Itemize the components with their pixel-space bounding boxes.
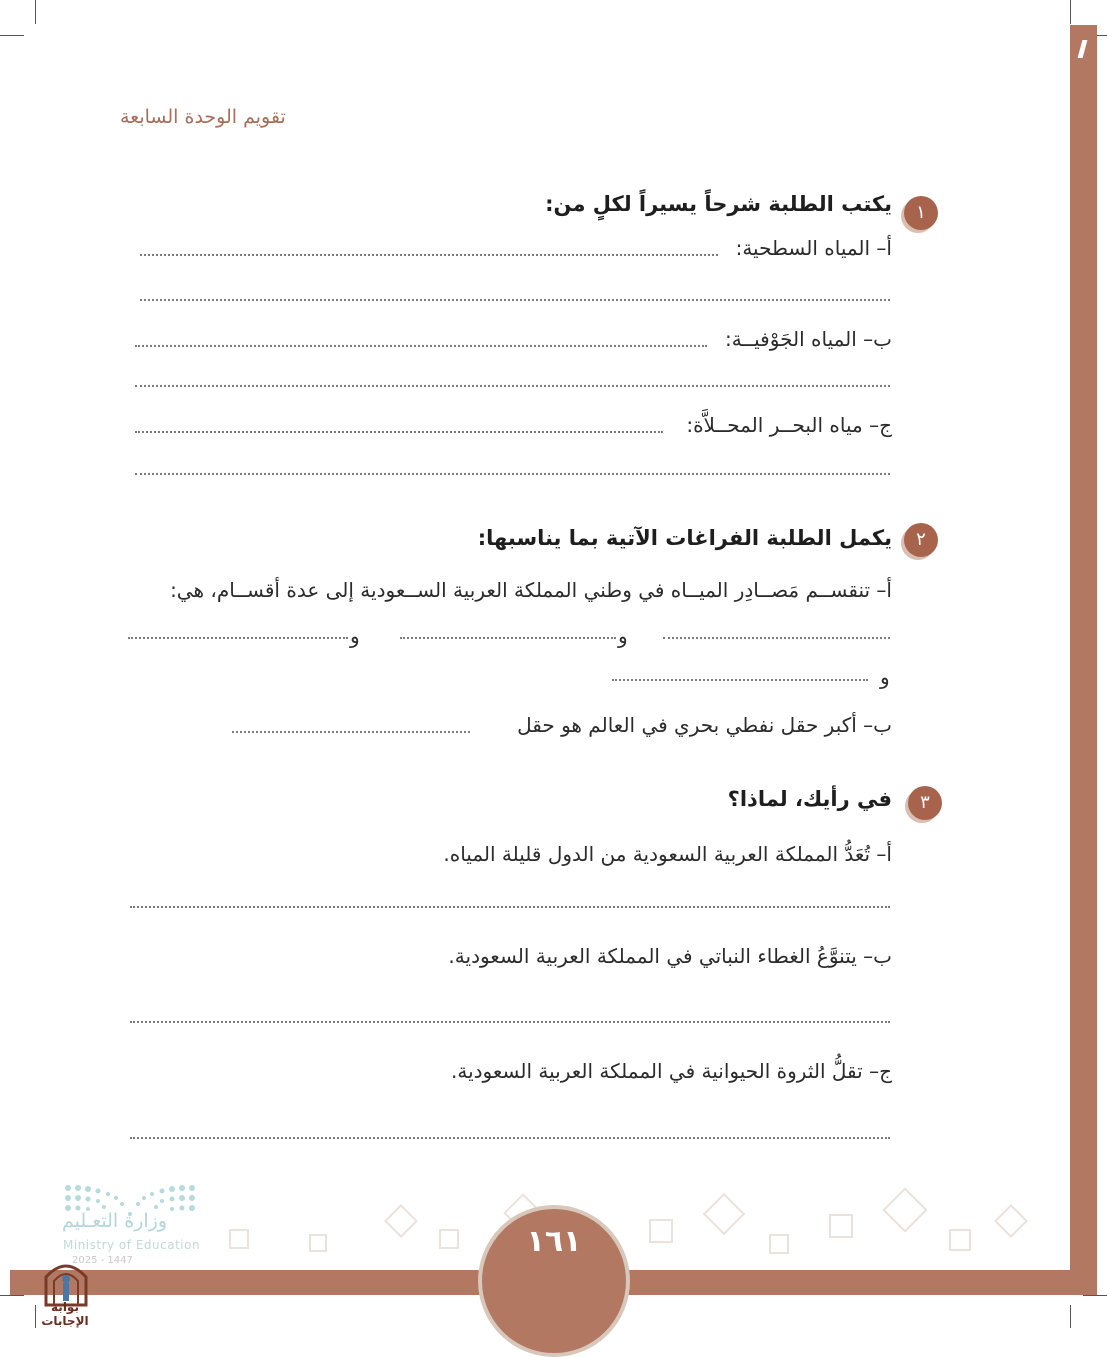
answer-line[interactable] (135, 385, 890, 387)
answer-line[interactable] (663, 637, 890, 639)
answer-line[interactable] (140, 254, 718, 256)
crop-mark (0, 1295, 24, 1296)
answers-portal-label: بوابة الإجابات (41, 1300, 89, 1328)
question-prompt: يكتب الطلبة شرحاً يسيراً لكلٍ من: (545, 192, 892, 216)
question-prompt: يكمل الطلبة الفراغات الآتية بما يناسبها: (477, 526, 892, 550)
question-prompt: في رأيك، لماذا؟ (727, 787, 892, 811)
crop-mark (1070, 1305, 1071, 1328)
answer-line[interactable] (135, 431, 663, 433)
edition-year: 2025 - 1447 (72, 1255, 133, 1266)
item-label: ج– مياه البحــر المحــلاَّة: (686, 413, 892, 437)
answer-line[interactable] (128, 637, 348, 639)
item-label: ب– أكبر حقل نفطي بحري في العالم هو حقل (517, 713, 892, 737)
ministry-name-english: Ministry of Education (63, 1238, 201, 1252)
answer-line[interactable] (140, 299, 890, 301)
item-label: أ– المياه السطحية: (735, 236, 892, 260)
answer-line[interactable] (135, 473, 890, 475)
ministry-name-arabic: وزارة التعـليم (62, 1210, 168, 1232)
answer-line[interactable] (400, 637, 616, 639)
item-label: ج– تقلُّ الثروة الحيوانية في المملكة العربية السعودية. (451, 1059, 892, 1083)
item-label: أ– تُعَدُّ المملكة العربية السعودية من الدول قليلة المياه. (443, 842, 892, 866)
connector-word: و (618, 624, 628, 648)
question-number-badge: ٣ (908, 786, 942, 820)
answer-line[interactable] (612, 679, 868, 681)
item-label: ب– يتنوَّعُ الغطاء النباتي في المملكة العربية السعودية. (448, 944, 892, 968)
connector-word: و (350, 624, 360, 648)
decorative-pattern (210, 1180, 1050, 1270)
connector-word: و (880, 665, 890, 689)
crop-mark (0, 35, 24, 36)
answer-line[interactable] (232, 731, 470, 733)
crop-mark (1070, 0, 1071, 24)
page-number: ١٦١ (526, 1224, 582, 1259)
question-number-badge: ٢ (904, 523, 938, 557)
item-label: ب– المياه الجَوْفيــة: (724, 327, 892, 351)
crop-mark (1083, 1295, 1107, 1296)
crop-mark (35, 0, 36, 24)
question-number-badge: ١ (904, 196, 938, 230)
answer-line[interactable] (135, 345, 707, 347)
answer-line[interactable] (130, 1137, 890, 1139)
unit-title: تقويم الوحدة السابعة (120, 106, 286, 128)
answer-line[interactable] (130, 1021, 890, 1023)
answer-line[interactable] (130, 906, 890, 908)
side-color-band (1070, 25, 1097, 1295)
item-label: أ– تنقســم مَصــادِر الميــاه في وطني المملكة العربية الســعودية إلى عدة أقســام، هي: (170, 578, 892, 602)
